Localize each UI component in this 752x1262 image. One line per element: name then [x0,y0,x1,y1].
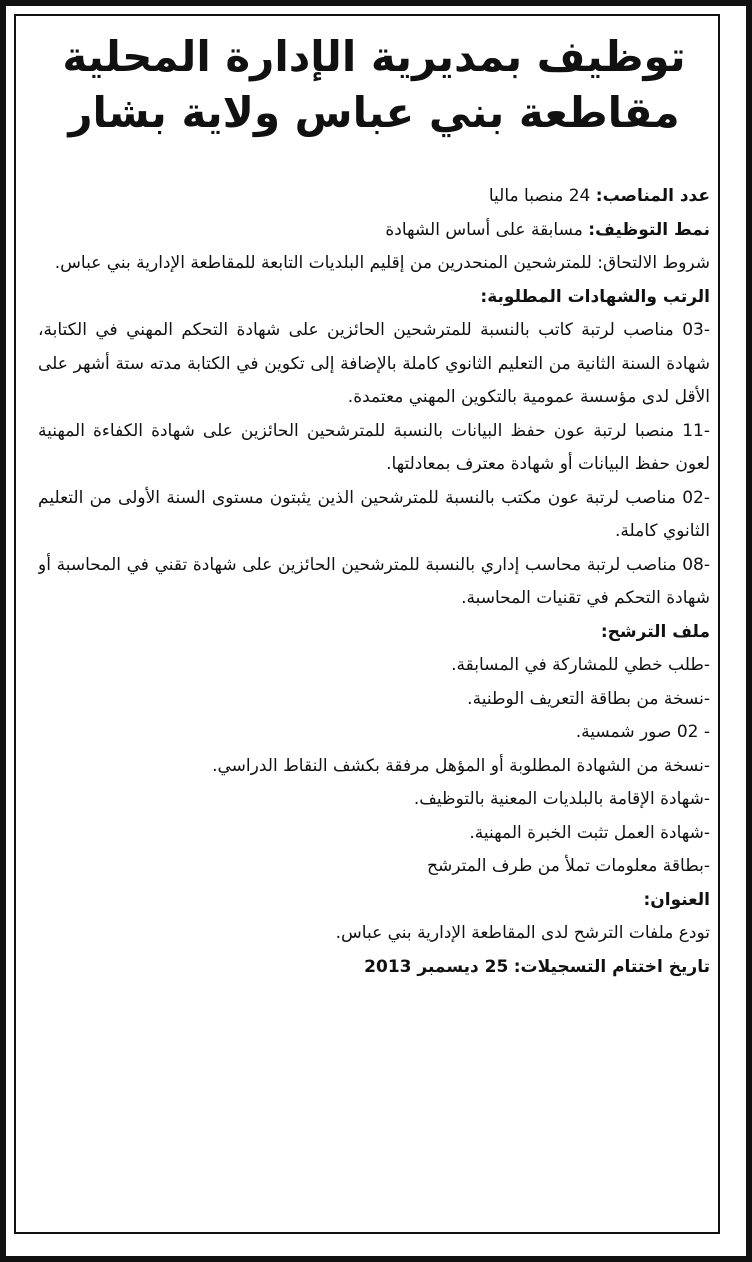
file-item: -شهادة العمل تثبت الخبرة المهنية. [469,822,710,843]
deadline-label: تاريخ اختتام التسجيلات: [513,956,710,977]
eligibility-conditions: شروط الالتحاق: للمترشحين المنحدرين من إقليم البلديات التابعة للمقاطعة الإدارية بني عباس. [54,253,710,273]
file-heading: ملف الترشح: [600,621,710,642]
rank-clerk: -03 مناصب لرتبة كاتب بالنسبة للمترشحين الحائزين على شهادة التحكم المهني في الكتابة، شهادة السنة الثانية من التعليم الثانوي كاملة بالإضافة إلى تكوين في الكتابة مدته ستة أشهر على الأقل لدى مؤسسة عمومية بالتكوين المهني معتمدة. [38,320,710,407]
positions-count-label: عدد المناصب: [595,186,710,206]
recruitment-mode [38,214,710,248]
rank-accountant: -08 مناصب لرتبة محاسب إداري بالنسبة للمترشحين الحائزين على شهادة تقني في المحاسبة أو شهادة التحكم في تقنيات المحاسبة. [38,554,710,608]
positions-count-value: 24 منصبا ماليا [488,186,591,206]
file-item: -طلب خطي للمشاركة في المسابقة. [451,655,710,675]
announcement-body [38,180,710,984]
announcement [30,28,718,1228]
address-heading: العنوان: [643,889,710,910]
positions-count [38,180,710,214]
rank-office-agent: -02 مناصب لرتبة عون مكتب بالنسبة للمترشحين الذين يثبتون مستوى السنة الأولى من التعليم الثانوي كاملة. [38,487,710,541]
rank-data-keeper: -11 منصبا لرتبة عون حفظ البيانات بالنسبة للمترشحين الحائزين على شهادة الكفاءة المهنية لعون حفظ البيانات أو شهادة معترف بمعادلتها. [38,420,710,474]
recruitment-mode-label: نمط التوظيف: [588,219,710,240]
address-text: تودع ملفات الترشح لدى المقاطعة الإدارية بني عباس. [335,923,710,943]
deadline [38,951,710,985]
file-item: - 02 صور شمسية. [575,722,710,742]
file-item: -نسخة من بطاقة التعريف الوطنية. [467,688,710,709]
recruitment-mode-value: مسابقة على أساس الشهادة [385,219,583,240]
file-item: -نسخة من الشهادة المطلوبة أو المؤهل مرفقة بكشف النقاط الدراسي. [212,755,710,776]
headline-line-2: مقاطعة بني عباس ولاية بشار [68,88,680,137]
file-item: -شهادة الإقامة بالبلديات المعنية بالتوظيف. [413,789,710,809]
file-item: -بطاقة معلومات تملأ من طرف المترشح [427,856,710,876]
deadline-value: 25 ديسمبر 2013 [364,956,509,977]
ranks-heading: الرتب والشهادات المطلوبة: [480,286,710,307]
headline-line-1: توظيف بمديرية الإدارة المحلية [62,32,686,81]
